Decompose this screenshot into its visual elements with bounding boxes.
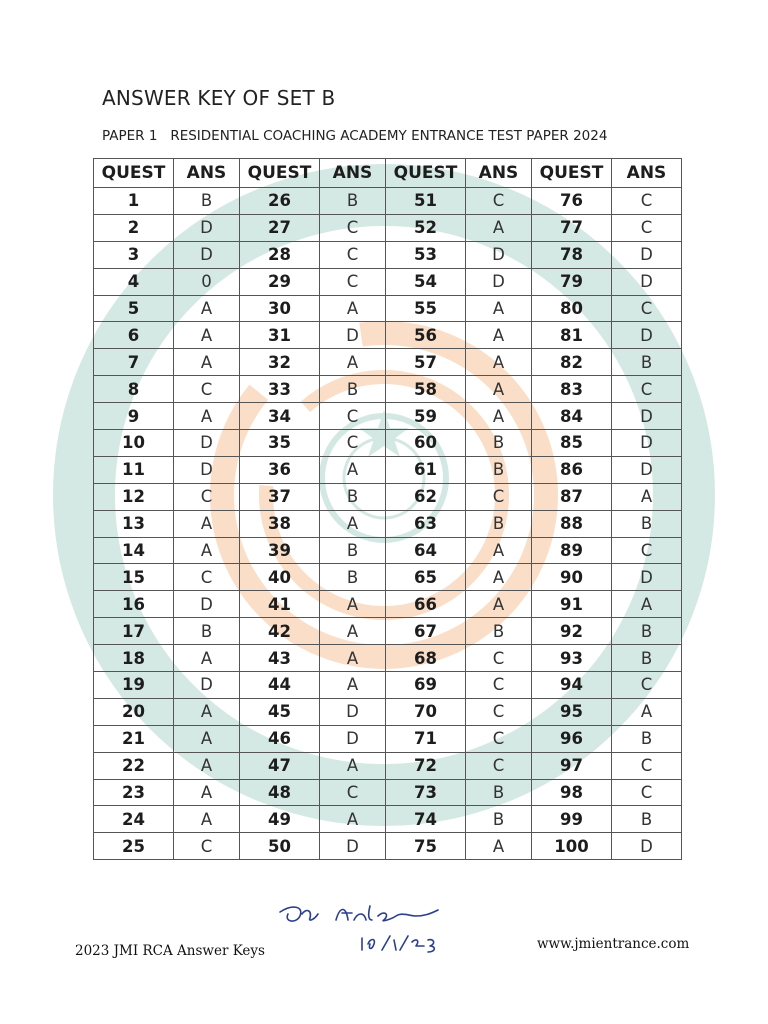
table-row <box>94 564 682 591</box>
answer-key-table <box>93 158 682 860</box>
question-number: 55 <box>386 295 466 322</box>
answer-cell: A <box>320 806 386 833</box>
answer-cell: D <box>466 268 532 295</box>
question-number: 76 <box>532 188 612 215</box>
header-question: QUEST <box>94 159 174 188</box>
question-number: 50 <box>240 833 320 860</box>
answer-cell: A <box>174 779 240 806</box>
question-number: 95 <box>532 698 612 725</box>
answer-cell: A <box>320 752 386 779</box>
answer-cell: A <box>174 537 240 564</box>
question-number: 83 <box>532 376 612 403</box>
question-number: 51 <box>386 188 466 215</box>
table-row <box>94 779 682 806</box>
question-number: 33 <box>240 376 320 403</box>
answer-cell: B <box>320 564 386 591</box>
answer-cell: B <box>466 430 532 457</box>
question-number: 43 <box>240 645 320 672</box>
question-number: 7 <box>94 349 174 376</box>
answer-cell: A <box>320 645 386 672</box>
answer-cell: B <box>174 618 240 645</box>
answer-cell: B <box>612 618 682 645</box>
question-number: 13 <box>94 510 174 537</box>
question-number: 52 <box>386 214 466 241</box>
answer-cell: C <box>612 376 682 403</box>
answer-cell: A <box>174 725 240 752</box>
header-question: QUEST <box>386 159 466 188</box>
answer-cell: A <box>466 295 532 322</box>
paper-subtitle: PAPER 1 RESIDENTIAL COACHING ACADEMY ENTRANCE TEST PAPER 2024 <box>102 128 608 144</box>
question-number: 27 <box>240 214 320 241</box>
question-number: 54 <box>386 268 466 295</box>
table-row <box>94 806 682 833</box>
table-row <box>94 268 682 295</box>
answer-cell: B <box>174 188 240 215</box>
answer-cell: A <box>466 349 532 376</box>
answer-cell: C <box>466 188 532 215</box>
question-number: 64 <box>386 537 466 564</box>
footer-left-text: 2023 JMI RCA Answer Keys <box>75 943 265 959</box>
question-number: 17 <box>94 618 174 645</box>
question-number: 66 <box>386 591 466 618</box>
answer-cell: D <box>174 214 240 241</box>
answer-cell: C <box>174 483 240 510</box>
answer-cell: D <box>612 833 682 860</box>
answer-cell: A <box>612 698 682 725</box>
question-number: 49 <box>240 806 320 833</box>
table-row <box>94 537 682 564</box>
answer-cell: D <box>466 241 532 268</box>
question-number: 39 <box>240 537 320 564</box>
header-question: QUEST <box>240 159 320 188</box>
answer-cell: B <box>466 806 532 833</box>
question-number: 38 <box>240 510 320 537</box>
table-row <box>94 698 682 725</box>
answer-cell: A <box>174 645 240 672</box>
answer-cell: C <box>174 564 240 591</box>
question-number: 21 <box>94 725 174 752</box>
answer-cell: A <box>174 752 240 779</box>
answer-cell: D <box>612 564 682 591</box>
answer-cell: D <box>320 322 386 349</box>
question-number: 86 <box>532 456 612 483</box>
question-number: 65 <box>386 564 466 591</box>
answer-cell: A <box>174 403 240 430</box>
question-number: 56 <box>386 322 466 349</box>
question-number: 20 <box>94 698 174 725</box>
table-row <box>94 430 682 457</box>
answer-cell: A <box>320 510 386 537</box>
table-row <box>94 510 682 537</box>
answer-cell: A <box>320 618 386 645</box>
question-number: 4 <box>94 268 174 295</box>
answer-cell: C <box>174 833 240 860</box>
table-row <box>94 591 682 618</box>
question-number: 100 <box>532 833 612 860</box>
question-number: 75 <box>386 833 466 860</box>
answer-cell: A <box>466 833 532 860</box>
question-number: 78 <box>532 241 612 268</box>
question-number: 74 <box>386 806 466 833</box>
question-number: 61 <box>386 456 466 483</box>
answer-cell: D <box>612 268 682 295</box>
answer-cell: C <box>612 537 682 564</box>
answer-cell: A <box>174 698 240 725</box>
question-number: 29 <box>240 268 320 295</box>
answer-cell: B <box>612 645 682 672</box>
question-number: 93 <box>532 645 612 672</box>
question-number: 57 <box>386 349 466 376</box>
answer-cell: D <box>612 430 682 457</box>
answer-cell: C <box>320 268 386 295</box>
question-number: 62 <box>386 483 466 510</box>
question-number: 41 <box>240 591 320 618</box>
question-number: 40 <box>240 564 320 591</box>
table-row <box>94 241 682 268</box>
table-row <box>94 322 682 349</box>
answer-cell: B <box>466 779 532 806</box>
question-number: 31 <box>240 322 320 349</box>
answer-cell: A <box>466 376 532 403</box>
question-number: 59 <box>386 403 466 430</box>
question-number: 69 <box>386 672 466 699</box>
answer-cell: C <box>320 241 386 268</box>
answer-cell: D <box>612 322 682 349</box>
answer-cell: A <box>174 349 240 376</box>
question-number: 99 <box>532 806 612 833</box>
answer-cell: D <box>320 833 386 860</box>
answer-cell: D <box>174 456 240 483</box>
answer-cell: A <box>466 403 532 430</box>
answer-cell: C <box>612 295 682 322</box>
table-row <box>94 833 682 860</box>
answer-cell: C <box>466 725 532 752</box>
question-number: 67 <box>386 618 466 645</box>
answer-cell: B <box>320 537 386 564</box>
answer-cell: A <box>174 295 240 322</box>
question-number: 73 <box>386 779 466 806</box>
table-header-row <box>94 159 682 188</box>
answer-cell: B <box>612 349 682 376</box>
page-title: ANSWER KEY OF SET B <box>102 86 336 110</box>
question-number: 1 <box>94 188 174 215</box>
header-question: QUEST <box>532 159 612 188</box>
question-number: 85 <box>532 430 612 457</box>
question-number: 12 <box>94 483 174 510</box>
question-number: 89 <box>532 537 612 564</box>
table-row <box>94 376 682 403</box>
table-row <box>94 483 682 510</box>
question-number: 70 <box>386 698 466 725</box>
question-number: 37 <box>240 483 320 510</box>
answer-cell: D <box>612 456 682 483</box>
question-number: 15 <box>94 564 174 591</box>
question-number: 32 <box>240 349 320 376</box>
question-number: 36 <box>240 456 320 483</box>
signature-mark <box>278 898 468 958</box>
question-number: 98 <box>532 779 612 806</box>
question-number: 42 <box>240 618 320 645</box>
answer-cell: D <box>320 698 386 725</box>
answer-cell: C <box>612 214 682 241</box>
answer-cell: B <box>612 725 682 752</box>
question-number: 94 <box>532 672 612 699</box>
answer-cell: C <box>466 645 532 672</box>
question-number: 22 <box>94 752 174 779</box>
answer-cell: A <box>612 483 682 510</box>
answer-cell: D <box>612 241 682 268</box>
question-number: 53 <box>386 241 466 268</box>
answer-cell: C <box>612 779 682 806</box>
question-number: 60 <box>386 430 466 457</box>
question-number: 90 <box>532 564 612 591</box>
answer-cell: A <box>466 591 532 618</box>
answer-cell: D <box>174 241 240 268</box>
answer-cell: B <box>320 376 386 403</box>
question-number: 79 <box>532 268 612 295</box>
question-number: 10 <box>94 430 174 457</box>
question-number: 88 <box>532 510 612 537</box>
question-number: 18 <box>94 645 174 672</box>
answer-cell: A <box>320 349 386 376</box>
answer-cell: D <box>174 672 240 699</box>
answer-cell: B <box>320 483 386 510</box>
answer-cell: B <box>466 456 532 483</box>
answer-cell: A <box>320 591 386 618</box>
website-link[interactable]: www.jmientrance.com <box>537 936 690 952</box>
answer-cell: A <box>466 214 532 241</box>
question-number: 11 <box>94 456 174 483</box>
answer-cell: 0 <box>174 268 240 295</box>
answer-cell: A <box>466 537 532 564</box>
question-number: 87 <box>532 483 612 510</box>
answer-cell: B <box>320 188 386 215</box>
answer-cell: C <box>466 483 532 510</box>
answer-cell: C <box>320 779 386 806</box>
question-number: 5 <box>94 295 174 322</box>
header-answer: ANS <box>612 159 682 188</box>
question-number: 19 <box>94 672 174 699</box>
question-number: 46 <box>240 725 320 752</box>
table-row <box>94 188 682 215</box>
header-answer: ANS <box>320 159 386 188</box>
answer-cell: C <box>174 376 240 403</box>
answer-cell: B <box>466 510 532 537</box>
answer-cell: D <box>174 430 240 457</box>
question-number: 68 <box>386 645 466 672</box>
question-number: 92 <box>532 618 612 645</box>
header-answer: ANS <box>466 159 532 188</box>
question-number: 48 <box>240 779 320 806</box>
question-number: 47 <box>240 752 320 779</box>
question-number: 2 <box>94 214 174 241</box>
question-number: 63 <box>386 510 466 537</box>
table-row <box>94 725 682 752</box>
question-number: 30 <box>240 295 320 322</box>
answer-cell: C <box>612 752 682 779</box>
answer-cell: A <box>320 295 386 322</box>
question-number: 81 <box>532 322 612 349</box>
answer-cell: C <box>612 188 682 215</box>
answer-cell: B <box>612 806 682 833</box>
answer-cell: D <box>612 403 682 430</box>
answer-cell: A <box>612 591 682 618</box>
answer-cell: A <box>466 564 532 591</box>
question-number: 16 <box>94 591 174 618</box>
answer-cell: C <box>320 430 386 457</box>
answer-cell: A <box>320 456 386 483</box>
question-number: 44 <box>240 672 320 699</box>
answer-cell: B <box>612 510 682 537</box>
question-number: 28 <box>240 241 320 268</box>
table-row <box>94 618 682 645</box>
question-number: 23 <box>94 779 174 806</box>
answer-cell: A <box>466 322 532 349</box>
table-row <box>94 214 682 241</box>
answer-cell: C <box>466 698 532 725</box>
question-number: 6 <box>94 322 174 349</box>
question-number: 25 <box>94 833 174 860</box>
question-number: 26 <box>240 188 320 215</box>
question-number: 45 <box>240 698 320 725</box>
question-number: 14 <box>94 537 174 564</box>
answer-cell: C <box>466 672 532 699</box>
question-number: 84 <box>532 403 612 430</box>
question-number: 96 <box>532 725 612 752</box>
header-answer: ANS <box>174 159 240 188</box>
question-number: 34 <box>240 403 320 430</box>
question-number: 80 <box>532 295 612 322</box>
question-number: 77 <box>532 214 612 241</box>
table-row <box>94 645 682 672</box>
answer-cell: D <box>174 591 240 618</box>
question-number: 72 <box>386 752 466 779</box>
answer-cell: C <box>612 672 682 699</box>
question-number: 3 <box>94 241 174 268</box>
table-row <box>94 349 682 376</box>
answer-cell: D <box>320 725 386 752</box>
table-row <box>94 672 682 699</box>
question-number: 58 <box>386 376 466 403</box>
question-number: 71 <box>386 725 466 752</box>
answer-cell: C <box>320 214 386 241</box>
answer-cell: A <box>174 322 240 349</box>
question-number: 82 <box>532 349 612 376</box>
question-number: 91 <box>532 591 612 618</box>
answer-cell: A <box>174 510 240 537</box>
table-row <box>94 295 682 322</box>
table-row <box>94 456 682 483</box>
answer-cell: C <box>320 403 386 430</box>
question-number: 35 <box>240 430 320 457</box>
table-row <box>94 403 682 430</box>
answer-cell: B <box>466 618 532 645</box>
question-number: 97 <box>532 752 612 779</box>
answer-cell: A <box>174 806 240 833</box>
answer-cell: C <box>466 752 532 779</box>
table-row <box>94 752 682 779</box>
question-number: 24 <box>94 806 174 833</box>
question-number: 9 <box>94 403 174 430</box>
answer-cell: A <box>320 672 386 699</box>
question-number: 8 <box>94 376 174 403</box>
